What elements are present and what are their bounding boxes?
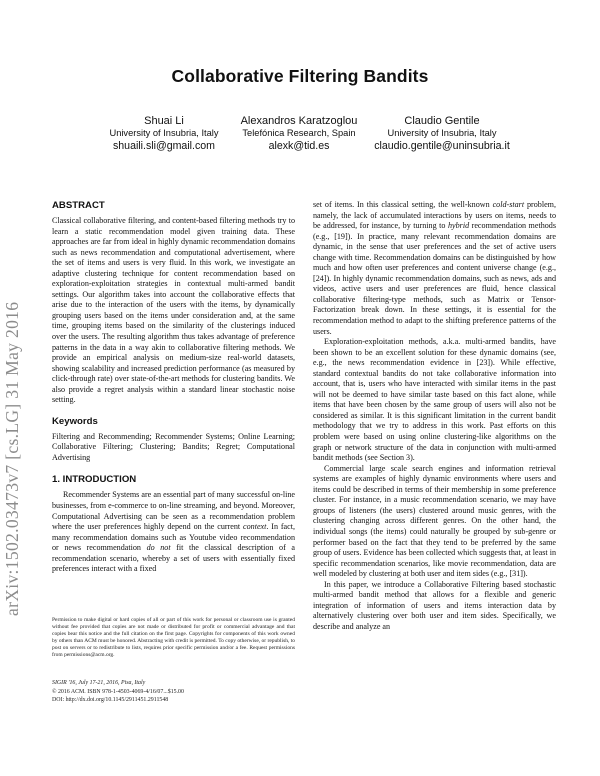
author-affiliation: University of Insubria, Italy — [109, 128, 219, 138]
arxiv-identifier: arXiv:1502.03473v7 [cs.LG] 31 May 2016 — [2, 301, 22, 616]
intro-paragraph — [52, 490, 295, 574]
emphasis: cold-start — [492, 200, 525, 209]
text-run: recommendation methods (e.g., [19]). In practice, many relevant recommendation domains are dynamic, in the sense that user preferences and the set of active users change with time. Recommendation domains can be distinguished by how much and how often user preferences and content universe change (e.g., [24]). In highly dynamic recommendation domains, such as news, ads and videos, active users and user preferences are fluid, hence classical collaborative filtering-type methods, such as Matrix or Tensor-Factorization break down. In these settings, it is essential for the recommendation method to adapt to the shifting preference patterns of the users. — [313, 221, 556, 336]
body-paragraph: Commercial large scale search engines and information retrieval systems are examples of highly dynamic environments where users and items could be described in terms of their membership in some preference cluster. For instance, in a music recommendation scenario, we may have groups of listeners (the users) clustered around music genres, with the clustering changing across different genres. On the other hand, the individual songs (the items) could naturally be grouped by sub-genre or performer based on the fact that they tend to be preferred by the same group of users. Evidence has been collected which suggests that, at least in specific recommendation scenarios, like movie recommendation, data are well modeled by clustering at both user and item sides (e.g., [31]). — [313, 463, 556, 579]
text-run: problem, namely, the lack of accumulated interactions by users on items, needs to be addressed, for instance, by turning to — [313, 200, 556, 231]
body-paragraph: Exploration-exploitation methods, a.k.a. multi-armed bandits, have been shown to be an excellent solution for these dynamic domains (see, e.g., the news recommendation evidence in [23]). While effective, standard contextual bandits do not take collaborative information into account, that is, users who have interacted with similar items in the past will not be deemed to have similar taste based on this fact alone, while items that have been chosen by the same group of users will also not be considered as similar. It is this significant limitation in the current bandit methodology that we try to address in this work. Past efforts on this problem were based on using online clustering-like algorithms on the graph or network structure of the data in conjunction with multi-armed bandit methods (see Section 3). — [313, 337, 556, 463]
author-block — [352, 115, 532, 153]
keywords-heading: Keywords — [52, 415, 98, 427]
body-paragraph — [313, 200, 556, 337]
introduction-heading: 1. INTRODUCTION — [52, 474, 137, 486]
author-email: alexk@tid.es — [268, 140, 330, 152]
text-run: . In fact, many recommendation domains such as Youtube video recommendation or news recommendation — [52, 522, 296, 553]
venue-line: SIGIR '16, July 17-21, 2016, Pisa, Italy — [52, 680, 146, 686]
emphasis: context — [243, 522, 267, 532]
doi-line: DOI: http://dx.doi.org/10.1145/2911451.2911548 — [52, 697, 169, 703]
author-email: claudio.gentile@uninsubria.it — [374, 140, 510, 152]
emphasis: hybrid — [447, 221, 470, 231]
author-name: Claudio Gentile — [404, 115, 480, 127]
copyright-line: © 2016 ACM. ISBN 978-1-4503-4069-4/16/07...$15.00 — [52, 688, 184, 695]
author-affiliation: University of Insubria, Italy — [387, 128, 497, 138]
emphasis: do not — [146, 543, 171, 553]
publication-info — [52, 679, 295, 705]
author-email: shuaili.sli@gmail.com — [112, 140, 215, 152]
author-name: Shuai Li — [144, 115, 184, 127]
author-affiliation: Telefónica Research, Spain — [242, 128, 356, 138]
text-run: fit the classical description of a recommendation scenario, whereby a set of users with essentially fixed preferences interact with a fixed — [52, 543, 295, 574]
text-run: set of items. In this classical setting, the well-known — [313, 200, 493, 209]
right-column — [313, 200, 556, 632]
abstract-heading: ABSTRACT — [52, 200, 105, 211]
text-run: Recommender Systems are an essential part of many successful on-line businesses, from e-commerce to on-line streaming, and beyond. Moreover, Computational Advertising can be seen as a recommendation problem where the user preferences highly depend on the current — [52, 490, 295, 532]
left-column — [52, 200, 295, 575]
author-name: Alexandros Karatzoglou — [240, 115, 358, 127]
body-paragraph: In this paper, we introduce a Collaborative Filtering based stochastic multi-armed bandit method that allows for a flexible and generic integration of information of users and items interaction data by alternatively clustering over both user and item sides. Specifically, we describe and analyze an — [313, 579, 556, 631]
permission-footnote: Permission to make digital or hard copies of all or part of this work for personal or classroom use is granted without fee provided that copies are not made or distributed for profit or commercial advantage and that copies bear this notice and the full citation on the first page. Copyrights for components of this work owned by others than ACM must be honored. Abstracting with credit is permitted. To copy otherwise, or republish, to post on servers or to redistribute to lists, requires prior specific permission and/or a fee. Request permissions from permissions@acm.org. — [52, 617, 295, 659]
paper-title: Collaborative Filtering Bandits — [171, 66, 429, 86]
abstract-text: Classical collaborative filtering, and content-based filtering methods try to learn a static recommendation model given training data. These approaches are far from ideal in highly dynamic recommendation domains such as news recommendation and computational advertisement, where the set of items and users is very fluid. In this work, we investigate an adaptive clustering technique for content recommendation based on exploration-exploitation strategies in contextual multi-armed bandit settings. Our algorithm takes into account the collaborative effects that arise due to the interaction of the users with the items, by dynamically grouping users based on the items under consideration and, at the same time, grouping items based on the similarity of the clusterings induced over the users. The resulting algorithm thus takes advantage of preference patterns in the data in a way akin to collaborative filtering methods. We provide an empirical analysis on medium-size real-world datasets, showing scalability and increased prediction performance (as measured by click-through rate) over state-of-the-art methods for clustering bandits. We also provide a regret analysis within a standard linear stochastic noise setting. — [52, 216, 295, 405]
keywords-text: Filtering and Recommending; Recommender Systems; Online Learning; Collaborative Filtering; Clustering; Bandits; Regret; Computational Advertising — [52, 431, 295, 462]
